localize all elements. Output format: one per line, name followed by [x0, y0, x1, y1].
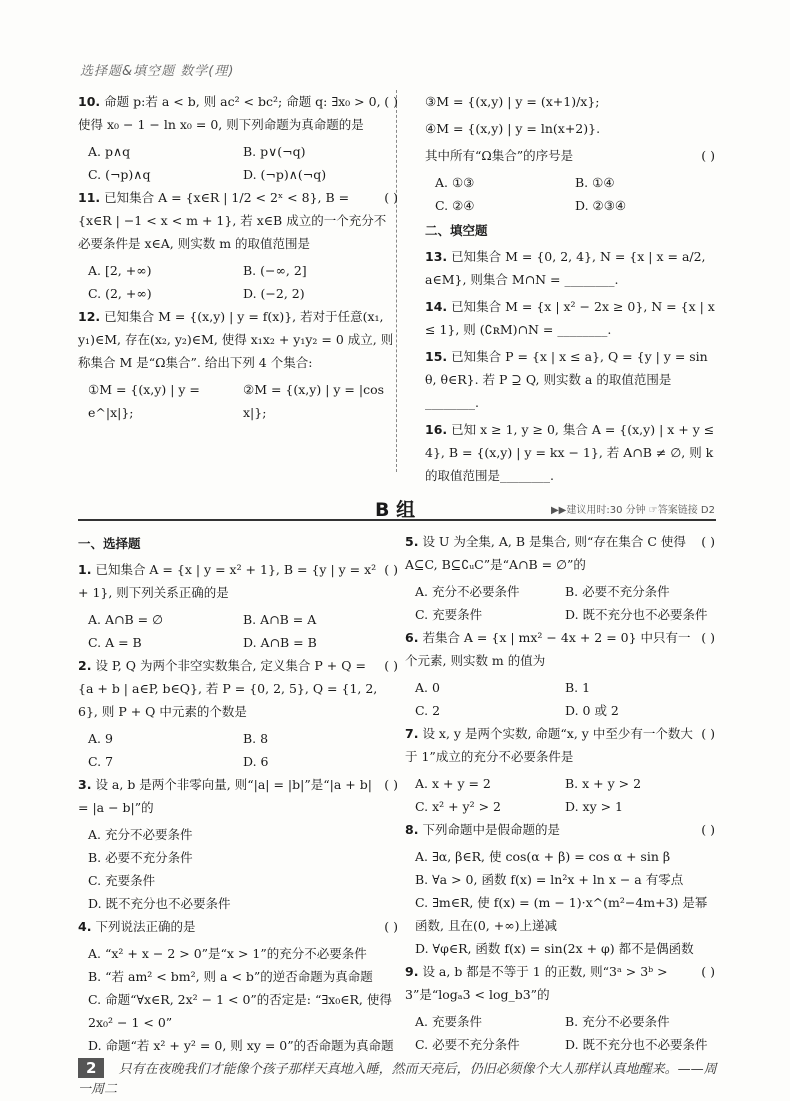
option: B. p∨(¬q) — [243, 144, 306, 159]
question — [78, 186, 398, 255]
question — [78, 654, 398, 723]
question-stem: 设 P, Q 为两个非空实数集合, 定义集合 P + Q = {a + b | a∈P, b∈Q}, 若 P = {0, 2, 5}, Q = {1, 2, 6}, 则 P + Q 中元素的个数是 — [78, 658, 378, 719]
answer-paren: ( ) — [384, 190, 398, 205]
option: D. xy > 1 — [565, 799, 624, 814]
question-stem: 设 a, b 是两个非零向量, 则“|a| = |b|”是“|a + b| = |a − b|”的 — [78, 777, 372, 815]
question — [78, 773, 398, 819]
options-grid — [78, 608, 398, 654]
question — [425, 245, 715, 291]
question — [425, 295, 715, 341]
option: D. 0 或 2 — [565, 703, 619, 718]
option: D. 既不充分也不必要条件 — [88, 896, 231, 911]
group-b-rule — [78, 519, 716, 521]
question-stem: 命题 p:若 a < b, 则 ac² < bc²; 命题 q: ∃x₀ > 0, 使得 x₀ − 1 − ln x₀ = 0, 则下列命题为真命题的是 — [78, 94, 381, 132]
question-stem: 下列命题中是假命题的是 — [422, 822, 560, 837]
question — [425, 117, 715, 140]
option: A. 充分不必要条件 — [415, 584, 520, 599]
answer-paren: ( ) — [701, 822, 715, 837]
answer-paren: ( ) — [384, 658, 398, 673]
answer-paren: ( ) — [701, 964, 715, 979]
option: C. 命题“∀x∈R, 2x² − 1 < 0”的否定是: “∃x₀∈R, 使得 2x₀² − 1 < 0” — [88, 992, 392, 1030]
question — [78, 90, 398, 136]
question-stem: 设 U 为全集, A, B 是集合, 则“存在集合 C 使得 A⊆C, B⊆∁ᵤC”是“A∩B = ∅”的 — [405, 534, 686, 572]
option: B. A∩B = A — [243, 612, 317, 627]
option: A. 9 — [88, 731, 113, 746]
section-heading: 一、选择题 — [78, 536, 141, 551]
option: A. p∧q — [88, 144, 131, 159]
question-number: 9. — [405, 964, 419, 979]
option: B. 必要不充分条件 — [565, 584, 670, 599]
option: A. x + y = 2 — [415, 776, 491, 791]
group-b-meta: ▶▶建议用时:30 分钟 ☞答案链接 D2 — [550, 505, 715, 516]
question — [405, 818, 715, 841]
group-b-title: B 组 — [375, 499, 416, 521]
option: B. 必要不充分条件 — [88, 850, 193, 865]
question — [78, 305, 398, 374]
question-number: 2. — [78, 658, 92, 673]
page-number: 2 — [78, 1058, 104, 1078]
option: ①M = {(x,y) | y = e^|x|}; — [88, 382, 200, 420]
question — [405, 626, 715, 672]
answer-paren: ( ) — [701, 534, 715, 549]
option: A. 充分不必要条件 — [88, 827, 193, 842]
question-stem: 设 a, b 都是不等于 1 的正数, 则“3ᵃ > 3ᵇ > 3”是“logₐ3 < log_b3”的 — [405, 964, 668, 1002]
question-stem: 若集合 A = {x | mx² − 4x + 2 = 0} 中只有一个元素, 则实数 m 的值为 — [405, 630, 691, 668]
question-stem: ④M = {(x,y) | y = ln(x+2)}. — [425, 121, 601, 136]
option: C. 充要条件 — [88, 873, 156, 888]
option: B. (−∞, 2] — [243, 263, 307, 278]
options-grid — [78, 378, 398, 424]
options-grid — [78, 727, 398, 773]
section-heading: 二、填空题 — [425, 223, 488, 238]
option: C. 2 — [415, 703, 441, 718]
question-stem: ③M = {(x,y) | y = (x+1)/x}; — [425, 94, 600, 109]
question-stem: 已知集合 A = {x | y = x² + 1}, B = {y | y = x² + 1}, 则下列关系正确的是 — [78, 562, 377, 600]
question-number: 10. — [78, 94, 101, 109]
question-number: 12. — [78, 309, 101, 324]
question-stem: 已知集合 M = {(x,y) | y = f(x)}, 若对于任意(x₁, y₁)∈M, 存在(x₂, y₂)∈M, 使得 x₁x₂ + y₁y₂ = 0 成立, 则称集合 M 是“Ω集合”. 给出下列 4 个集合: — [78, 309, 394, 370]
option: C. A = B — [88, 635, 142, 650]
option: B. “若 am² < bm², 则 a < b”的逆否命题为真命题 — [88, 969, 373, 984]
options-grid — [405, 580, 715, 626]
option: C. x² + y² > 2 — [415, 799, 501, 814]
option: C. ∃m∈R, 使 f(x) = (m − 1)·x^(m²−4m+3) 是幂函数, 且在(0, +∞)上递减 — [415, 895, 708, 933]
question-stem: 下列说法正确的是 — [95, 919, 196, 934]
option: B. x + y > 2 — [565, 776, 642, 791]
question-number: 7. — [405, 726, 419, 741]
question-stem: 已知集合 M = {x | x² − 2x ≥ 0}, N = {x | x ≤ 1}, 则 (∁ʀM)∩N = ________. — [425, 299, 715, 337]
question — [425, 418, 715, 487]
question-number: 15. — [425, 349, 448, 364]
option: D. (−2, 2) — [243, 286, 305, 301]
footer-quote: 只有在夜晚我们才能像个孩子那样天真地入睡，然而天亮后，仍旧必须像个大人那样认真地醒来。——周一周二 — [78, 1062, 717, 1097]
question — [405, 960, 715, 1006]
question-number: 1. — [78, 562, 92, 577]
question-number: 6. — [405, 630, 419, 645]
option: C. 充要条件 — [415, 607, 483, 622]
option: B. 1 — [565, 680, 591, 695]
option: A. [2, +∞) — [88, 263, 152, 278]
option: D. ∀φ∈R, 函数 f(x) = sin(2x + φ) 都不是偶函数 — [415, 941, 694, 956]
answer-paren: ( ) — [701, 148, 715, 163]
question — [78, 558, 398, 604]
option: C. 必要不充分条件 — [415, 1037, 520, 1052]
question-stem: 已知 x ≥ 1, y ≥ 0, 集合 A = {(x,y) | x + y ≤ 4}, B = {(x,y) | y = kx − 1}, 若 A∩B ≠ ∅, 则 k 的取值范围是________. — [425, 422, 715, 483]
question-number: 13. — [425, 249, 448, 264]
options-grid — [405, 1010, 715, 1056]
option: A. 0 — [415, 680, 440, 695]
answer-paren: ( ) — [384, 562, 398, 577]
running-header: 选择题&填空题 数学(理) — [80, 64, 235, 79]
option: A. ∃α, β∈R, 使 cos(α + β) = cos α + sin β — [415, 849, 671, 864]
group-b-left-column — [78, 530, 398, 1057]
question — [405, 530, 715, 576]
top-right-column — [425, 90, 715, 491]
answer-paren: ( ) — [384, 94, 398, 109]
answer-paren: ( ) — [384, 919, 398, 934]
option: A. 充要条件 — [415, 1014, 482, 1029]
option: D. 命题“若 x² + y² = 0, 则 xy = 0”的否命题为真命题 — [88, 1038, 394, 1053]
footer — [78, 1058, 718, 1100]
option: C. ②④ — [435, 198, 475, 213]
option: ②M = {(x,y) | y = |cos x|}; — [243, 382, 385, 420]
option: D. 既不充分也不必要条件 — [565, 1037, 708, 1052]
options-grid — [425, 171, 715, 217]
option: A. ①③ — [435, 175, 475, 190]
question — [78, 915, 398, 938]
top-left-column — [78, 90, 398, 424]
option: C. 7 — [88, 754, 114, 769]
option: B. 8 — [243, 731, 269, 746]
options-grid — [78, 259, 398, 305]
group-b-right-column — [405, 530, 715, 1056]
question-stem: 设 x, y 是两个实数, 命题“x, y 中至少有一个数大于 1”成立的充分不必要条件是 — [405, 726, 693, 764]
question-number: 11. — [78, 190, 101, 205]
question — [425, 144, 715, 167]
question-stem: 其中所有“Ω集合”的序号是 — [425, 148, 574, 163]
option: D. 既不充分也不必要条件 — [565, 607, 708, 622]
question-stem: 已知集合 P = {x | x ≤ a}, Q = {y | y = sin θ, θ∈R}. 若 P ⊇ Q, 则实数 a 的取值范围是________. — [425, 349, 708, 410]
options-grid — [78, 140, 398, 186]
option: B. 充分不必要条件 — [565, 1014, 670, 1029]
option: A. “x² + x − 2 > 0”是“x > 1”的充分不必要条件 — [88, 946, 367, 961]
options-grid — [405, 676, 715, 722]
question — [425, 90, 715, 113]
option: B. ∀a > 0, 函数 f(x) = ln²x + ln x − a 有零点 — [415, 872, 684, 887]
answer-paren: ( ) — [384, 777, 398, 792]
question-stem: 已知集合 A = {x∈R | 1/2 < 2ˣ < 8}, B = {x∈R | −1 < x < m + 1}, 若 x∈B 成立的一个充分不必要条件是 x∈A, 则实数 m 的取值范围是 — [78, 190, 387, 251]
question-number: 14. — [425, 299, 448, 314]
question-stem: 已知集合 M = {0, 2, 4}, N = {x | x = a/2, a∈M}, 则集合 M∩N = ________. — [425, 249, 706, 287]
question-number: 4. — [78, 919, 92, 934]
option: B. ①④ — [575, 175, 615, 190]
question-number: 8. — [405, 822, 419, 837]
option: D. (¬p)∧(¬q) — [243, 167, 327, 182]
option: C. (¬p)∧q — [88, 167, 151, 182]
option: C. (2, +∞) — [88, 286, 152, 301]
option: A. A∩B = ∅ — [88, 612, 163, 627]
question-number: 3. — [78, 777, 92, 792]
question — [405, 722, 715, 768]
option: D. ②③④ — [575, 198, 627, 213]
question-number: 5. — [405, 534, 419, 549]
answer-paren: ( ) — [701, 726, 715, 741]
option: D. A∩B = B — [243, 635, 317, 650]
answer-paren: ( ) — [701, 630, 715, 645]
question-number: 16. — [425, 422, 448, 437]
question — [425, 345, 715, 414]
option: D. 6 — [243, 754, 269, 769]
options-grid — [405, 772, 715, 818]
